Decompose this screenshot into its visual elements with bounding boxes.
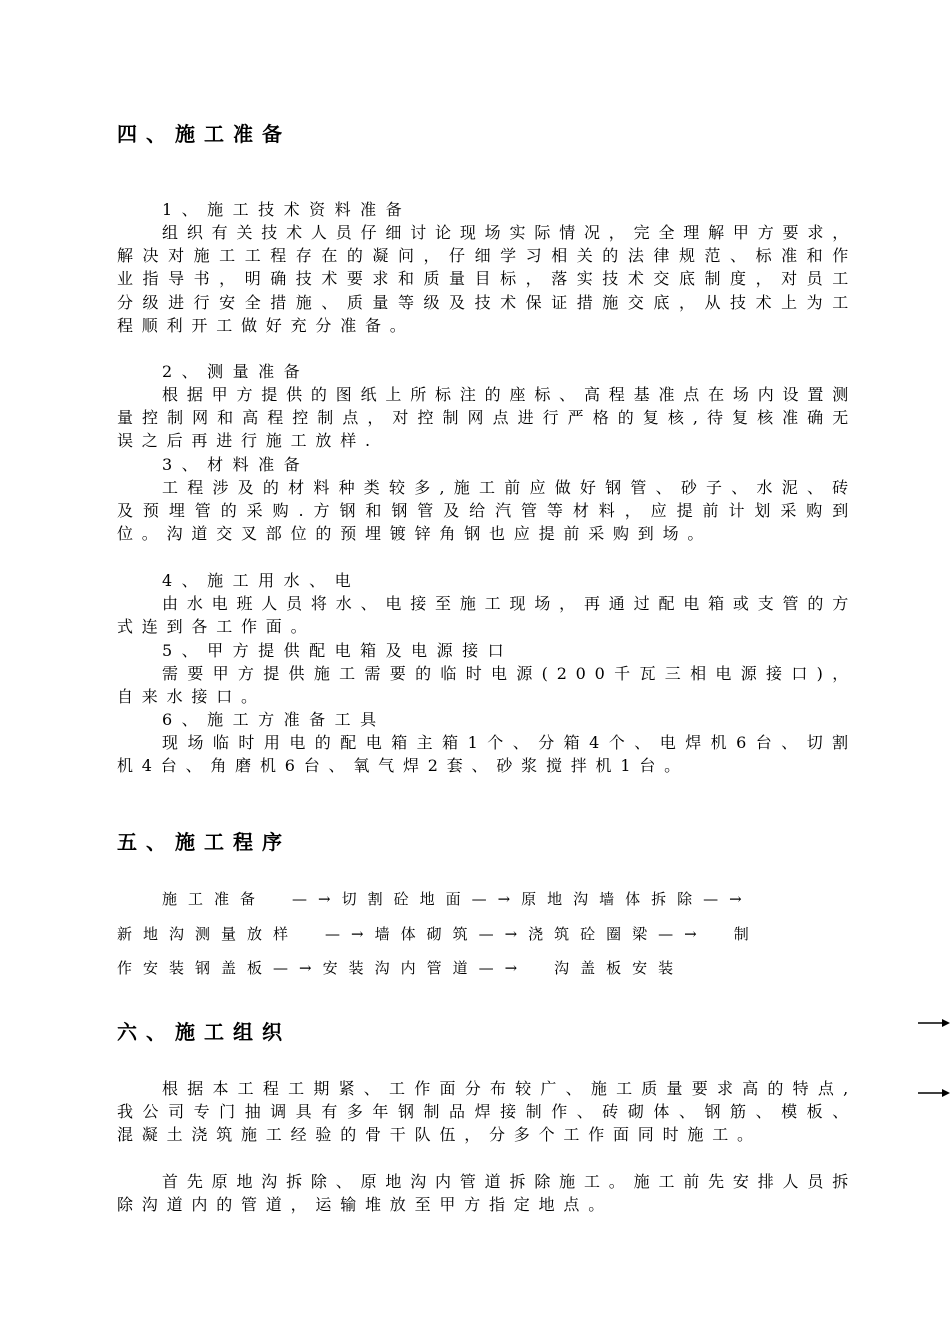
section-heading-6: 六、施工组织 xyxy=(117,1020,291,1044)
subsection-heading-2: 2、测量准备 xyxy=(162,362,310,381)
subsection-heading-5: 5、甲方提供配电箱及电源接口 xyxy=(162,641,514,660)
flow-line-3: 作安装钢盖板—→安装沟内管道—→ 沟盖板安装 xyxy=(117,959,685,977)
paragraph-material-prep: 工程涉及的材料种类较多,施工前应做好钢管、砂子、水泥、砖及预埋管的采购.方钢和钢管及给汽管等材料，应提前计划采购到位。沟道交叉部位的预埋镀锌角钢也应提前采购到场。 xyxy=(117,478,857,544)
paragraph-water-power: 由水电班人员将水、电接至施工现场，再通过配电箱或支管的方式连到各工作面。 xyxy=(117,594,857,637)
paragraph-power-interface: 需要甲方提供施工需要的临时电源(200千瓦三相电源接口)，自来水接口。 xyxy=(117,664,857,707)
subsection-heading-6: 6、施工方准备工具 xyxy=(162,710,386,729)
paragraph-tech-prep: 组织有关技术人员仔细讨论现场实际情况，完全理解甲方要求，解决对施工工程存在的凝问，仔细学习相关的法律规范、标准和作业指导书，明确技术要求和质量目标，落实技术交底制度，对员工分级进行安全措施、质量等级及技术保证措施交底，从技术上为工程顺利开工做好充分准备。 xyxy=(117,223,857,335)
paragraph-demolition: 首先原地沟拆除、原地沟内管道拆除施工。施工前先安排人员拆除沟道内的管道，运输堆放至甲方指定地点。 xyxy=(117,1172,857,1215)
subsection-heading-1: 1、施工技术资料准备 xyxy=(162,200,412,219)
paragraph-survey-prep: 根据甲方提供的图纸上所标注的座标、高程基准点在场内设置测量控制网和高程控制点，对控制网点进行严格的复核,待复核准确无误之后再进行施工放样. xyxy=(117,385,857,451)
margin-arrow-icon xyxy=(918,1017,950,1029)
flow-line-2: 新地沟测量放样 —→墙体砌筑—→浇筑砼圈梁—→ 制 xyxy=(117,925,760,943)
margin-arrow-icon xyxy=(918,1087,950,1099)
section-heading-5: 五、施工程序 xyxy=(117,830,291,854)
paragraph-organization: 根据本工程工期紧、工作面分布较广、施工质量要求高的特点,我公司专门抽调具有多年钢制品焊接制作、砖砌体、钢筋、模板、混凝土浇筑施工经验的骨干队伍，分多个工作面同时施工。 xyxy=(117,1079,857,1145)
section-heading-4: 四、施工准备 xyxy=(117,122,291,146)
flow-line-1: 施工准备 —→切割砼地面—→原地沟墙体拆除—→ xyxy=(162,890,753,908)
subsection-heading-3: 3、材料准备 xyxy=(162,455,310,474)
subsection-heading-4: 4、施工用水、电 xyxy=(162,571,361,590)
paragraph-tools: 现场临时用电的配电箱主箱1个、分箱4个、电焊机6台、切割机4台、角磨机6台、氧气焊2套、砂浆搅拌机1台。 xyxy=(117,733,857,776)
